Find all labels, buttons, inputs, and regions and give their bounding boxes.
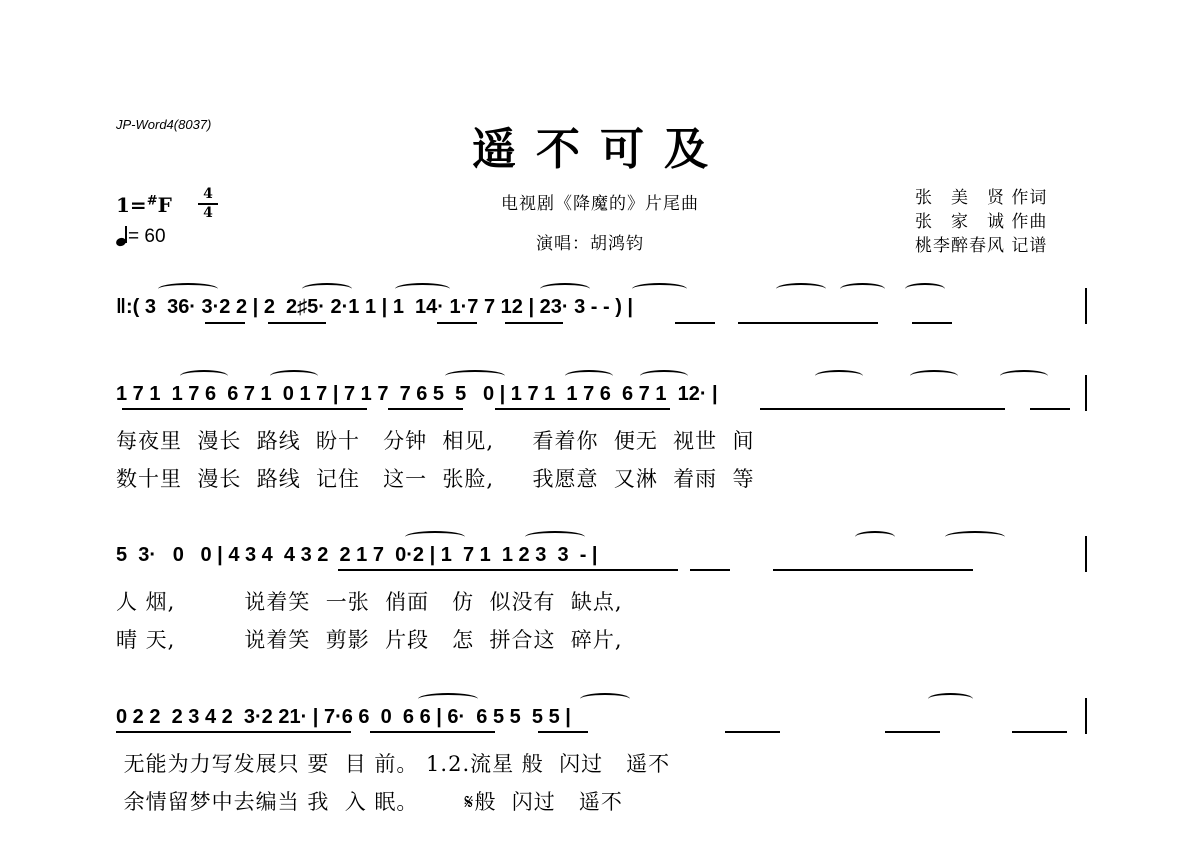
beam xyxy=(370,731,495,733)
tie-mark xyxy=(580,693,630,705)
credit-transcriber: 桃李醉春风 记谱 xyxy=(915,236,1048,256)
tie-mark xyxy=(945,531,1005,543)
tie-mark xyxy=(445,370,505,382)
beam xyxy=(538,731,588,733)
beam xyxy=(912,322,952,324)
beam xyxy=(773,569,973,571)
score-line-intro: ‖:( 3 36· 3·2 2 | 2 2♯5· 2·1 1 | 1 14· 1·7 7 12 | 23· 3 - - ) | xyxy=(116,296,634,318)
tie-mark xyxy=(540,283,590,295)
beam xyxy=(725,731,780,733)
beam xyxy=(760,408,1005,410)
beam xyxy=(690,569,730,571)
beam xyxy=(437,322,477,324)
lyric-line-3-verse-2: 余情留梦中去编当 我 入 眠。 𝄋般 闪过 遥不 xyxy=(116,790,623,814)
tie-mark xyxy=(405,531,465,543)
beam xyxy=(205,322,245,324)
credits-block xyxy=(915,186,1047,258)
beam xyxy=(1012,731,1067,733)
barline xyxy=(1085,698,1087,734)
tie-mark xyxy=(815,370,863,382)
tie-mark xyxy=(158,283,218,295)
tie-mark xyxy=(640,370,688,382)
singer-credit: 演唱：胡鸿钧 xyxy=(536,234,644,254)
tie-mark xyxy=(395,283,450,295)
tie-mark xyxy=(905,283,945,295)
beam xyxy=(885,731,940,733)
beam xyxy=(505,322,563,324)
key-note: F xyxy=(157,193,172,217)
tie-mark xyxy=(840,283,885,295)
tie-mark xyxy=(565,370,613,382)
beam xyxy=(675,322,715,324)
beam xyxy=(116,731,351,733)
tie-mark xyxy=(302,283,352,295)
beam xyxy=(738,322,878,324)
tempo-value: = 60 xyxy=(128,226,166,247)
lyric-line-1-verse-1: 每夜里 漫长 路线 盼十 分钟 相见, 看着你 便无 视世 间 xyxy=(116,429,755,453)
key-prefix: 1= xyxy=(116,193,147,217)
lyric-line-1-verse-2: 数十里 漫长 路线 记住 这一 张脸, 我愿意 又淋 着雨 等 xyxy=(116,467,755,491)
time-denominator: 4 xyxy=(203,205,213,221)
tie-mark xyxy=(632,283,687,295)
song-title: 遥不可及 xyxy=(472,124,728,175)
beam xyxy=(122,408,367,410)
tie-mark xyxy=(180,370,228,382)
beam xyxy=(1030,408,1070,410)
barline xyxy=(1085,375,1087,411)
quarter-note-icon xyxy=(116,226,128,248)
tie-mark xyxy=(418,693,478,705)
beam xyxy=(495,408,670,410)
tie-mark xyxy=(525,531,585,543)
tie-mark xyxy=(270,370,318,382)
credit-lyricist: 张 美 贤 作词 xyxy=(915,188,1048,208)
beam xyxy=(388,408,463,410)
credit-composer: 张 家 诚 作曲 xyxy=(915,212,1048,232)
lyric-line-2-verse-2: 晴 天, 说着笑 剪影 片段 怎 拼合这 碎片, xyxy=(116,628,623,652)
tie-mark xyxy=(910,370,958,382)
beam xyxy=(268,322,326,324)
barline xyxy=(1085,288,1087,324)
tie-mark xyxy=(1000,370,1048,382)
song-subtitle: 电视剧《降魔的》片尾曲 xyxy=(501,194,699,214)
key-sharp: # xyxy=(146,193,158,209)
score-line-2: 5 3· 0 0 | 4 3 4 4 3 2 2 1 7 0·2 | 1 7 1 1 2 3 3 - | xyxy=(116,544,598,566)
tie-mark xyxy=(855,531,895,543)
barline xyxy=(1085,536,1087,572)
tie-mark xyxy=(928,693,973,705)
time-signature xyxy=(198,187,218,221)
lyric-line-3-verse-1: 无能为力写发展只 要 目 前。 1.2.流星 般 闪过 遥不 xyxy=(116,752,671,776)
software-watermark: JP-Word4(8037) xyxy=(116,117,212,132)
tie-mark xyxy=(776,283,826,295)
tempo-marking xyxy=(116,226,166,248)
score-line-1: 1 7 1 1 7 6 6 7 1 0 1 7 | 7 1 7 7 6 5 5 0 | 1 7 1 1 7 6 6 7 1 12· | xyxy=(116,383,718,405)
beam xyxy=(338,569,678,571)
time-numerator: 4 xyxy=(203,186,213,202)
score-line-3: 0 2 2 2 3 4 2 3·2 21· | 7·6 6 0 6 6 | 6· 6 5 5 5 5 | xyxy=(116,706,571,728)
key-signature xyxy=(116,193,172,217)
lyric-line-2-verse-1: 人 烟, 说着笑 一张 俏面 仿 似没有 缺点, xyxy=(116,590,623,614)
